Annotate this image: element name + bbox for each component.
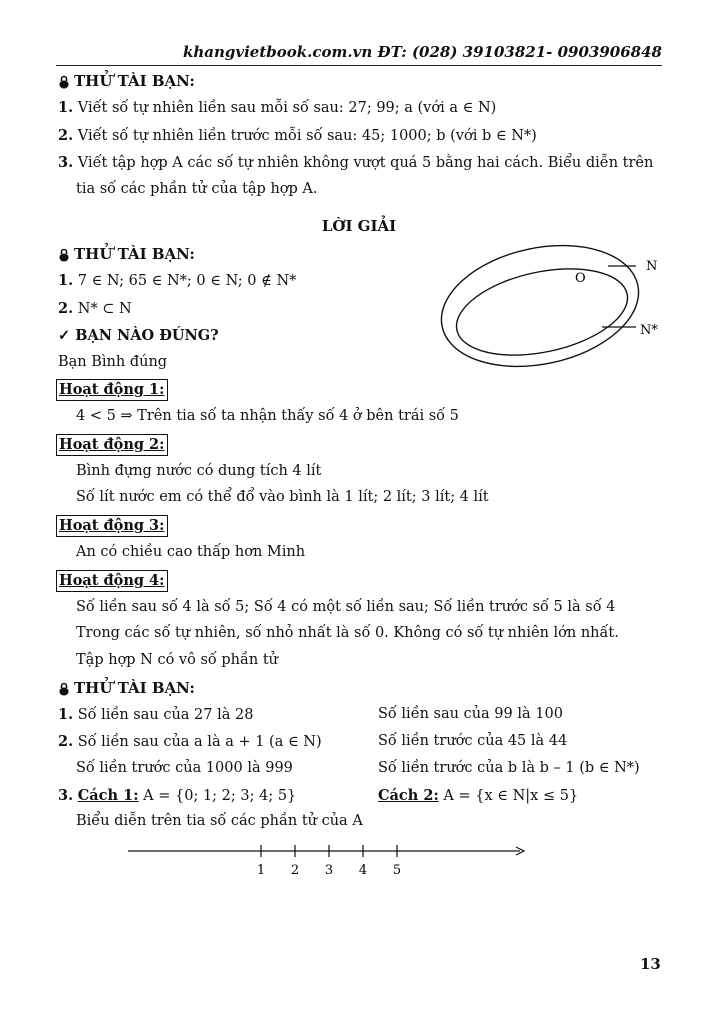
method-2-label: Cách 2: (378, 787, 439, 804)
exercise-item-1 (58, 99, 496, 116)
item-text: Số liền sau của 27 là 28 (77, 707, 254, 723)
item-text: Viết số tự nhiên liền sau mỗi số sau: 27; 99; a (với a ∈ N) (77, 100, 497, 116)
answer-row-2-right: Số liền trước của 45 là 44 (378, 733, 568, 749)
section1-heading (58, 72, 195, 90)
number-line-caption: Biểu diễn trên tia số các phần tử của A (76, 813, 363, 829)
item-number: 3. (58, 154, 74, 171)
activity-4-line-1: Số liền sau số 4 là số 5; Số 4 có một số liền sau; Số liền trước số 5 là số 4 (76, 599, 616, 615)
item-text: N* ⊂ N (77, 301, 132, 317)
check-answer: Bạn Bình đúng (58, 354, 168, 370)
section1-title: THỬ TÀI BẠN: (74, 72, 195, 90)
activity-1-line-1: 4 < 5 ⇒ Trên tia số ta nhận thấy số 4 ở bên trái số 5 (76, 408, 459, 424)
set-n-label: N (646, 259, 658, 274)
exercise-item-3-continued: tia số các phần tử của tập hợp A. (76, 181, 318, 197)
item-number: 1. (58, 99, 74, 116)
item-number: 1. (58, 272, 74, 289)
item-number: 2. (58, 127, 74, 144)
item-number: 3. (58, 787, 74, 804)
lock-icon (58, 248, 70, 262)
exercise-item-3 (58, 154, 653, 171)
header-rule (56, 65, 662, 66)
number-line-tick-label: 3 (324, 863, 334, 878)
check-heading: ✓ BẠN NÀO ĐÚNG? (58, 327, 219, 344)
page-header: khangvietbook.com.vn ĐT: (028) 39103821- 0903906848 (182, 43, 662, 61)
lock-icon (58, 682, 70, 696)
activity-4-title: Hoạt động 4: (56, 570, 168, 592)
section2-heading (58, 679, 195, 697)
set-n-star-ellipse (449, 255, 636, 369)
solution-title: LỜI GIẢI (321, 217, 397, 235)
activity-4-line-2: Trong các số tự nhiên, số nhỏ nhất là số 0. Không có số tự nhiên lớn nhất. (76, 625, 619, 641)
solution-line-1 (58, 272, 296, 289)
element-zero-label: O (575, 271, 586, 286)
exercise-item-2 (58, 127, 537, 144)
method-1-text: A = {0; 1; 2; 3; 4; 5} (138, 788, 297, 804)
venn-diagram (430, 240, 670, 380)
number-line (120, 840, 530, 880)
answer-row-3-left: Số liền trước của 1000 là 999 (76, 760, 293, 776)
page-number: 13 (640, 955, 661, 973)
number-line-tick-label: 1 (256, 863, 266, 878)
activity-1-title: Hoạt động 1: (56, 379, 168, 401)
lock-icon (58, 75, 70, 89)
solution-heading (58, 245, 195, 263)
solution-section-title: THỬ TÀI BẠN: (74, 245, 195, 263)
answer-row-4-left (58, 787, 296, 804)
number-line-tick-label: 2 (290, 863, 300, 878)
number-line-tick-label: 5 (392, 863, 402, 878)
method-1-label: Cách 1: (77, 787, 139, 804)
set-n-star-label: N* (640, 323, 658, 338)
activity-3-line-1: An có chiều cao thấp hơn Minh (76, 544, 306, 560)
item-text: Viết số tự nhiên liền trước mỗi số sau: 45; 1000; b (với b ∈ N*) (77, 128, 537, 144)
item-text: 7 ∈ N; 65 ∈ N*; 0 ∈ N; 0 ∉ N* (77, 273, 297, 289)
answer-row-4-right (378, 787, 578, 804)
solution-line-2 (58, 300, 132, 317)
activity-4-line-3: Tập hợp N có vô số phần tử (76, 652, 278, 668)
item-text: Viết tập hợp A các số tự nhiên không vượt quá 5 bằng hai cách. Biểu diễn trên (77, 155, 654, 171)
answer-row-2-left (58, 733, 322, 750)
item-text: Số liền sau của a là a + 1 (a ∈ N) (77, 734, 322, 750)
activity-2-line-2: Số lít nước em có thể đổ vào bình là 1 lít; 2 lít; 3 lít; 4 lít (76, 489, 489, 505)
number-line-tick-label: 4 (358, 863, 368, 878)
activity-3-title: Hoạt động 3: (56, 515, 168, 537)
activity-2-line-1: Bình đựng nước có dung tích 4 lít (76, 463, 322, 479)
method-2-text: A = {x ∈ N|x ≤ 5} (438, 788, 579, 804)
item-number: 1. (58, 706, 74, 723)
answer-row-1-left (58, 706, 253, 723)
section2-title: THỬ TÀI BẠN: (74, 679, 195, 697)
answer-row-3-right: Số liền trước của b là b – 1 (b ∈ N*) (378, 760, 640, 776)
answer-row-1-right: Số liền sau của 99 là 100 (378, 706, 563, 722)
item-number: 2. (58, 300, 74, 317)
item-number: 2. (58, 733, 74, 750)
activity-2-title: Hoạt động 2: (56, 434, 168, 456)
